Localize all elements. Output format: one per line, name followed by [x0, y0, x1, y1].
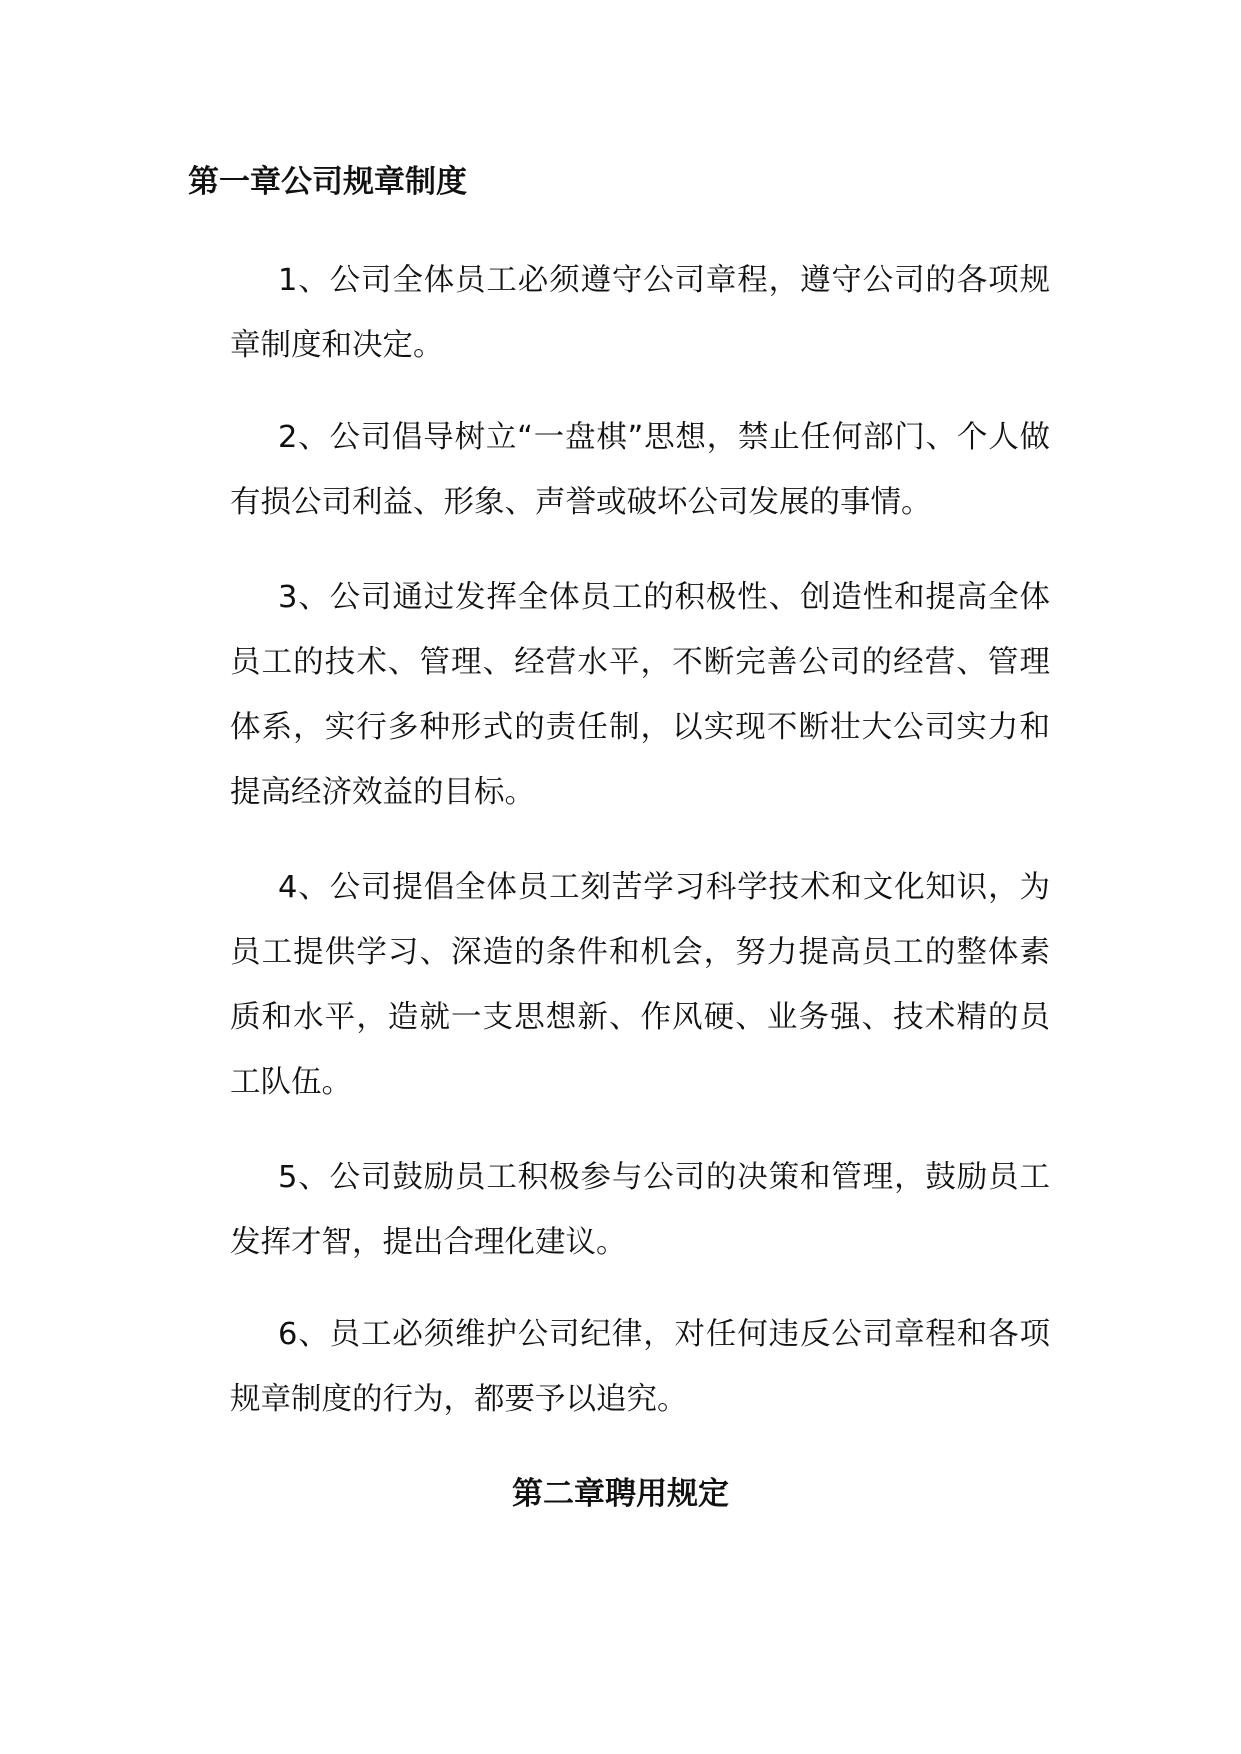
rule-paragraph-2: 2、公司倡导树立“一盘棋”思想，禁止任何部门、个人做有损公司利益、形象、声誉或破坏公司发展的事情。: [230, 420, 1050, 520]
rule-paragraph-5: 5、公司鼓励员工积极参与公司的决策和管理，鼓励员工发挥才智，提出合理化建议。: [230, 1160, 1050, 1260]
chapter-1-title: 第一章公司规章制度: [188, 164, 467, 200]
rule-paragraph-4: 4、公司提倡全体员工刻苦学习科学技术和文化知识，为员工提供学习、深造的条件和机会，努力提高员工的整体素质和水平，造就一支思想新、作风硬、业务强、技术精的员工队伍。: [230, 870, 1050, 1100]
chapter-2-title: 第二章聘用规定: [512, 1476, 729, 1512]
rule-paragraph-3: 3、公司通过发挥全体员工的积极性、创造性和提高全体员工的技术、管理、经营水平，不断完善公司的经营、管理体系，实行多种形式的责任制，以实现不断壮大公司实力和提高经济效益的目标。: [230, 580, 1050, 810]
rule-paragraph-1: 1、公司全体员工必须遵守公司章程，遵守公司的各项规章制度和决定。: [230, 263, 1050, 363]
rule-paragraph-6: 6、员工必须维护公司纪律，对任何违反公司章程和各项规章制度的行为，都要予以追究。: [230, 1317, 1050, 1417]
